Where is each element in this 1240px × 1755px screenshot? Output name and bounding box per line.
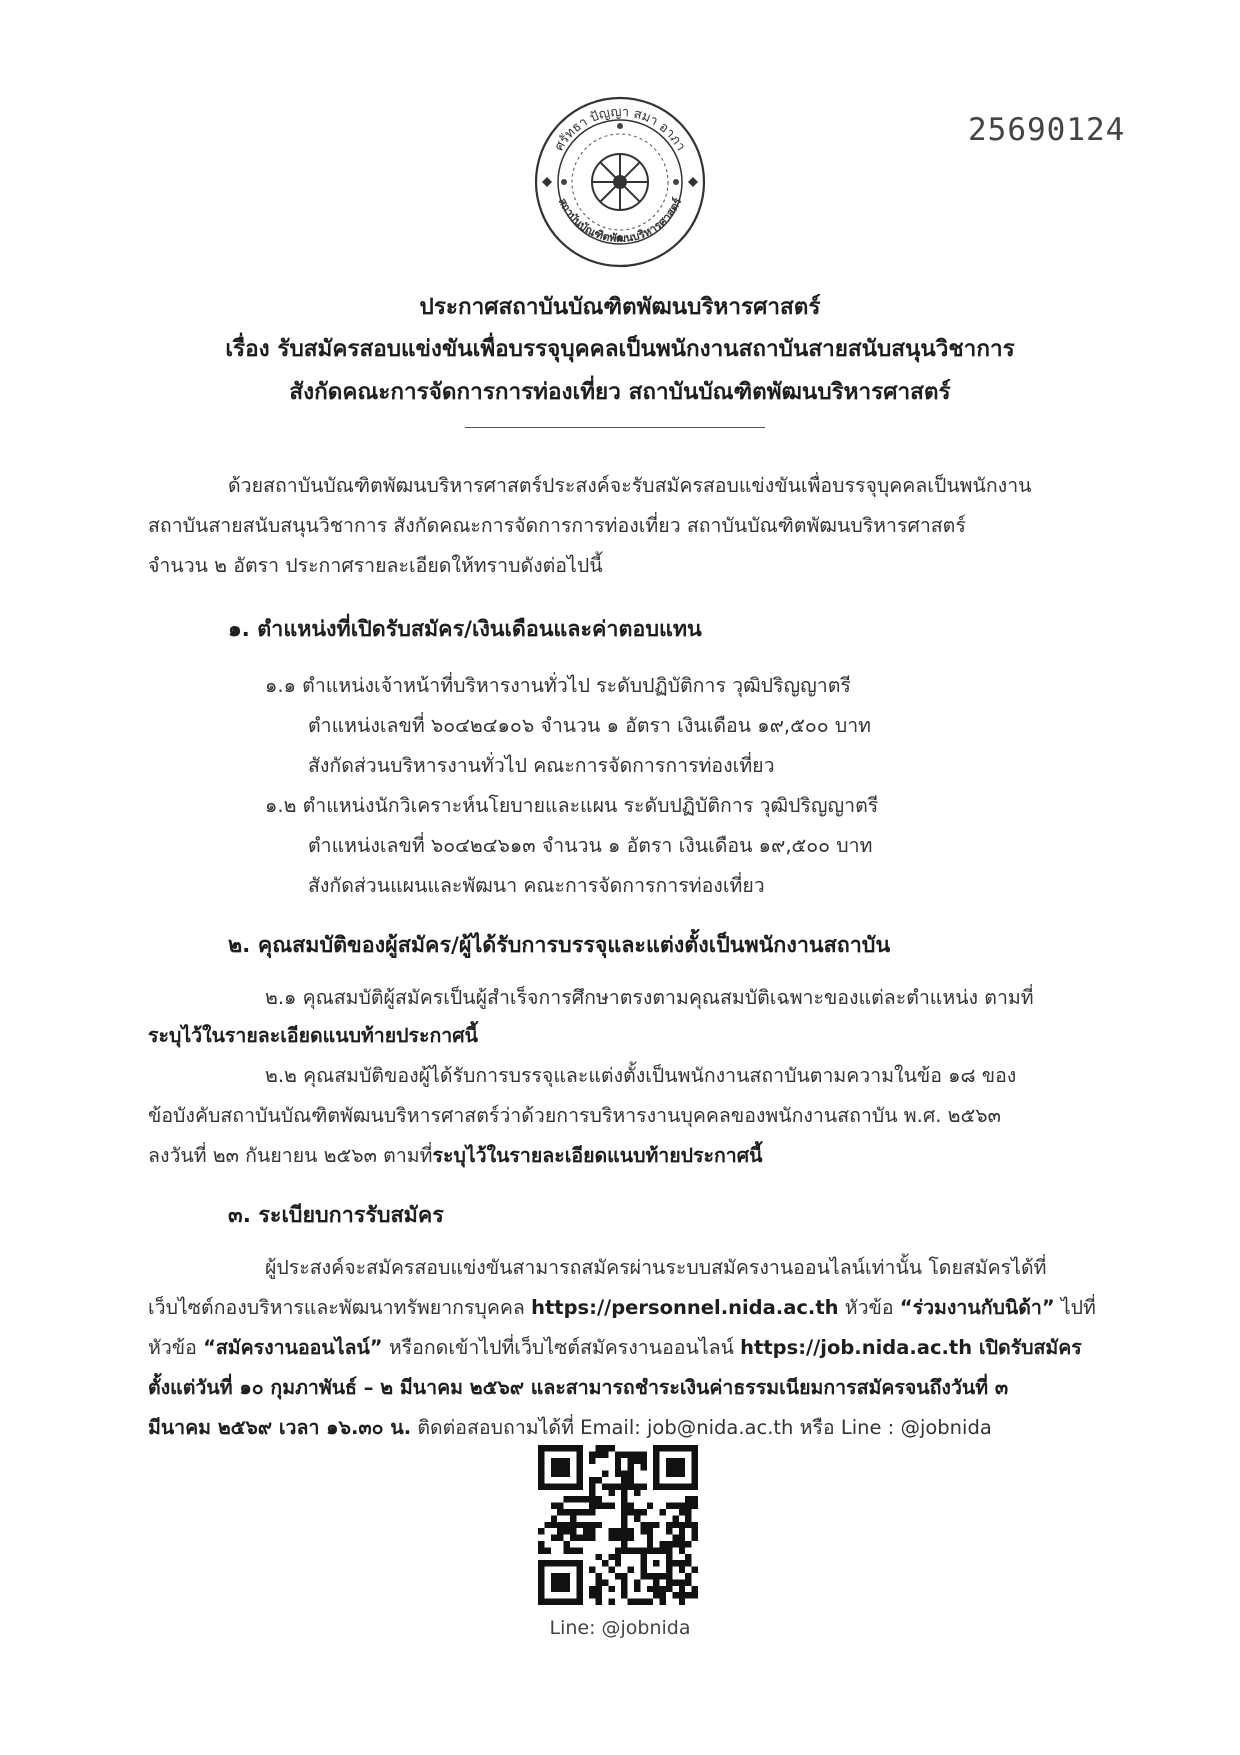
section2-p1-line-1: ๒.๑ คุณสมบัติผู้สมัครเป็นผู้สำเร็จการศึกษาตรงตามคุณสมบัติเฉพาะของแต่ละตำแหน่ง ตามที่ [265, 986, 1034, 1009]
section3-line-4-wrap [148, 1372, 1008, 1403]
position-2-line-3: สังกัดส่วนแผนและพัฒนา คณะการจัดการการท่องเที่ยว [308, 874, 765, 897]
section3-line-2e: ไปที่ [1060, 1296, 1096, 1319]
section2-p2-line-3 [148, 1140, 762, 1171]
section3-line-2 [148, 1292, 1096, 1323]
position-2-line-1: ๑.๒ ตำแหน่งนักวิเคราะห์นโยบายและแผน ระดับปฏิบัติการ วุฒิปริญญาตรี [265, 794, 879, 817]
section2-p1-line-2-wrap [148, 1020, 478, 1051]
position-1-line-3: สังกัดส่วนบริหารงานทั่วไป คณะการจัดการการท่องเที่ยว [308, 754, 775, 777]
intro-line-3: จำนวน ๒ อัตรา ประกาศรายละเอียดให้ทราบดังต่อไปนี้ [148, 554, 603, 577]
section3-line-5a: มีนาคม ๒๕๖๙ เวลา ๑๖.๓๐ น. [148, 1416, 412, 1439]
section3-line-3a: หัวข้อ [148, 1336, 197, 1359]
section3-line-5b: ติดต่อสอบถามได้ที่ Email: job@nida.ac.th หรือ Line : @jobnida [417, 1416, 992, 1439]
intro-line-1: ด้วยสถาบันบัณฑิตพัฒนบริหารศาสตร์ประสงค์จะรับสมัครสอบแข่งขันเพื่อบรรจุบุคคลเป็นพนักงาน [228, 474, 1032, 497]
qr-caption: Line: @jobnida [549, 1617, 691, 1639]
section2-heading: ๒. คุณสมบัติของผู้สมัคร/ผู้ได้รับการบรรจุและแต่งตั้งเป็นพนักงานสถาบัน [228, 933, 891, 958]
intro-line-2: สถาบันสายสนับสนุนวิชาการ สังกัดคณะการจัดการการท่องเที่ยว สถาบันบัณฑิตพัฒนบริหารศาสตร์ [148, 514, 966, 537]
section3-line-3 [148, 1332, 1082, 1363]
section3-line-1: ผู้ประสงค์จะสมัครสอบแข่งขันสามารถสมัครผ่านระบบสมัครงานออนไลน์เท่านั้น โดยสมัครได้ที่ [265, 1256, 1047, 1279]
section3-line-2a: เว็บไซต์กองบริหารและพัฒนาทรัพยากรบุคคล [148, 1296, 525, 1319]
section3-line-2c: หัวข้อ [844, 1296, 894, 1319]
section2-p1-line-2: ระบุไว้ในรายละเอียดแนบท้ายประกาศนี้ [148, 1024, 478, 1047]
emblem-motto: ศรัทธา ปัญญา สมา อาภา [551, 104, 689, 154]
qr-code-icon[interactable] [538, 1445, 698, 1605]
position-2-line-2: ตำแหน่งเลขที่ ๖๐๔๒๔๖๑๓ จำนวน ๑ อัตรา เงินเดือน ๑๙,๕๐๐ บาท [308, 834, 873, 857]
job-website-link[interactable]: https://job.nida.ac.th เปิดรับสมัคร [740, 1336, 1082, 1359]
section3-line-2d: “ร่วมงานกับนิด้า” [899, 1296, 1055, 1319]
section3-line-5 [148, 1412, 992, 1443]
institution-emblem-icon [530, 92, 710, 272]
document-number: 25690124 [968, 112, 1126, 148]
section1-heading: ๑. ตำแหน่งที่เปิดรับสมัคร/เงินเดือนและค่าตอบแทน [228, 617, 702, 642]
section2-p2-line-3b: ระบุไว้ในรายละเอียดแนบท้ายประกาศนี้ [432, 1144, 763, 1167]
section2-p2-line-2: ข้อบังคับสถาบันบัณฑิตพัฒนบริหารศาสตร์ว่าด้วยการบริหารงานบุคคลของพนักงานสถาบัน พ.ศ. ๒๕๖๓ [148, 1104, 1001, 1127]
personnel-website-link[interactable]: https://personnel.nida.ac.th [531, 1296, 839, 1319]
section3-line-3c: หรือกดเข้าไปที่เว็บไซต์สมัครงานออนไลน์ [388, 1336, 734, 1359]
position-1-line-2: ตำแหน่งเลขที่ ๖๐๔๒๔๑๐๖ จำนวน ๑ อัตรา เงินเดือน ๑๙,๕๐๐ บาท [308, 714, 872, 737]
section2-p2-line-1: ๒.๒ คุณสมบัติของผู้ได้รับการบรรจุและแต่งตั้งเป็นพนักงานสถาบันตามความในข้อ ๑๘ ของ [265, 1064, 1017, 1087]
title-divider [465, 427, 765, 428]
section3-line-4: ตั้งแต่วันที่ ๑๐ กุมภาพันธ์ – ๒ มีนาคม ๒๕๖๙ และสามารถชำระเงินค่าธรรมเนียมการสมัครจนถึงวันที่ ๓ [148, 1376, 1009, 1399]
title-line-1: ประกาศสถาบันบัณฑิตพัฒนบริหารศาสตร์ [419, 294, 821, 320]
title-line-3: สังกัดคณะการจัดการการท่องเที่ยว สถาบันบัณฑิตพัฒนบริหารศาสตร์ [289, 379, 951, 405]
section2-p2-line-3a: ลงวันที่ ๒๓ กันยายน ๒๕๖๓ ตามที่ [148, 1144, 433, 1167]
section3-line-3b: “สมัครงานออนไลน์” [203, 1336, 383, 1359]
title-line-2: เรื่อง รับสมัครสอบแข่งขันเพื่อบรรจุบุคคลเป็นพนักงานสถาบันสายสนับสนุนวิชาการ [225, 336, 1015, 362]
section3-heading: ๓. ระเบียบการรับสมัคร [228, 1203, 444, 1228]
emblem-name: สถาบันบัณฑิตพัฒนบริหารศาสตร์ [555, 195, 685, 245]
position-1-line-1: ๑.๑ ตำแหน่งเจ้าหน้าที่บริหารงานทั่วไป ระดับปฏิบัติการ วุฒิปริญญาตรี [265, 674, 851, 697]
